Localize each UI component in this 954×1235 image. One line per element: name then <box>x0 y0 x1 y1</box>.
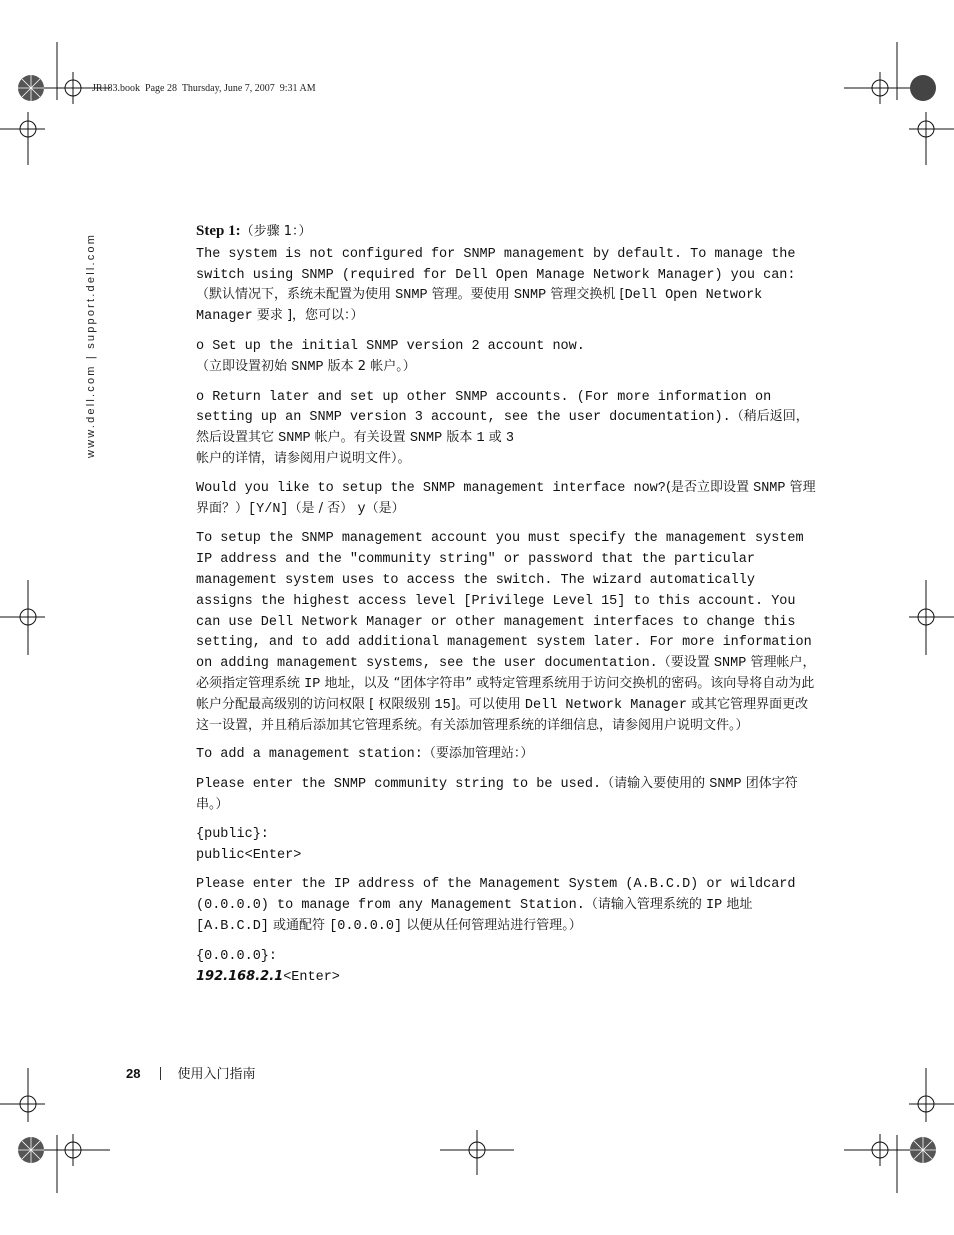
para-cn: 要求 ]，您可以：） <box>252 308 364 324</box>
inline-code: SNMP <box>291 359 324 375</box>
starburst-target-icon <box>18 1137 44 1163</box>
paragraph-setup-prompt <box>196 478 818 520</box>
inline-code: [0.0.0.0] <box>329 918 403 934</box>
sidebar-website-url: www.dell.com | support.dell.com <box>85 232 97 458</box>
starburst-target-icon <box>910 75 936 101</box>
para-en: To setup the SNMP management account you must specify the management system IP address and the "community string" or password that the particular management system uses to access the switch. The wizard automatically assigns the highest access level [Privilege Level 15] to this account. You can use Dell Network Manager or other management interfaces to change this setting, and to add additional management system later. For more information on adding management systems, see the user documentation. <box>196 531 812 672</box>
para-cn: （稍后返回，然后设置其它 <box>196 409 809 446</box>
footer-divider <box>160 1067 161 1080</box>
paragraph-ip-prompt <box>196 874 818 936</box>
para-en: Please enter the SNMP community string to be used. <box>196 777 602 793</box>
paragraph-option-setup-now <box>196 336 818 378</box>
para-en: Would you like to setup the SNMP management interface now? <box>196 480 666 496</box>
para-en: o Return later and set up other SNMP accounts. (For more information on setting up an SNMP version 3 account, see the user documentation). <box>196 389 772 426</box>
para-cn: （请输入要使用的 <box>601 776 710 792</box>
para-cn: 团体字符串。） <box>196 776 798 812</box>
para-cn: 地址，以及 “团体字符串” 或特定管理系统用于访问交换机的密码。该向导将自动为此帐户分配最高级别的访问权限 [ 权限级别 <box>196 675 815 712</box>
para-cn: （是） <box>365 500 405 516</box>
inline-code: SNMP <box>709 777 742 793</box>
paragraph-default-config <box>196 244 818 327</box>
code-line: {public}: <box>196 826 269 842</box>
para-cn: （请输入管理系统的 <box>584 897 707 913</box>
para-cn: 版本 2 帐户。） <box>323 358 416 374</box>
code-line: public<Enter> <box>196 847 302 863</box>
para-en: Please enter the IP address of the Management System (A.B.C.D) or wildcard (0.0.0.0) to manage from any Management Station. <box>196 877 796 914</box>
inline-code: Dell Open Network Manager <box>196 288 763 325</box>
para-cn: 或 <box>484 430 506 446</box>
ip-value: 192.168.2.1 <box>196 968 284 984</box>
code-line: {0.0.0.0}: <box>196 948 278 964</box>
page-footer <box>126 1063 255 1082</box>
step-heading <box>196 222 818 242</box>
starburst-target-icon <box>910 1137 936 1163</box>
inline-code: SNMP <box>409 431 443 447</box>
para-cn: （默认情况下，系统未配置为使用 <box>196 287 396 303</box>
inline-code: SNMP <box>753 480 786 496</box>
para-cn: （是 / 否） <box>288 500 354 516</box>
para-cn: 或通配符 <box>268 917 330 933</box>
para-cn: 版本 <box>442 430 477 446</box>
para-en: o Set up the initial SNMP version 2 account now. <box>196 338 585 354</box>
inline-code: y <box>357 501 366 517</box>
step-label: Step 1: <box>196 223 241 239</box>
inline-code: SNMP <box>513 288 547 304</box>
para-cn: 以便从任何管理站进行管理。） <box>402 917 582 933</box>
inline-code: 1 <box>476 431 485 447</box>
print-header-stamp: JR183.book Page 28 Thursday, June 7, 2007 9:31 AM <box>92 83 316 94</box>
code-line: <Enter> <box>283 969 340 985</box>
para-cn: 地址 <box>722 897 753 913</box>
para-cn: （要设置 <box>657 655 714 671</box>
inline-code: Dell Network Manager <box>524 697 687 713</box>
paragraph-management-account <box>196 528 818 735</box>
inline-code: SNMP <box>713 656 747 672</box>
paragraph-add-station <box>196 744 818 765</box>
inline-code: 15 <box>434 697 451 713</box>
step-label-cn: （步骤 1：） <box>240 224 312 239</box>
page-body <box>196 222 818 996</box>
para-cn: 或其它管理界面更改这一设置，并且稍后添加其它管理系统。有关添加管理系统的详细信息，请参阅用户说明文件。） <box>196 696 809 733</box>
para-cn: ]。可以使用 <box>450 696 525 712</box>
para-cn: 帐户的详情，请参阅用户说明文件）。 <box>196 450 411 466</box>
para-cn: 管理交换机 [ <box>546 287 625 303</box>
inline-code: IP <box>304 676 321 692</box>
inline-code: IP <box>706 898 723 914</box>
para-cn: 管理帐户，必须指定管理系统 <box>196 655 816 691</box>
para-en: The system is not configured for SNMP management by default. To manage the switch using SNMP (required for Dell Open Manage Network Manager) you can: <box>196 246 796 283</box>
starburst-target-icon <box>18 75 44 101</box>
para-en: To add a management station: <box>196 747 423 763</box>
inline-code: [Y/N] <box>248 501 289 517</box>
para-cn: 管理。要使用 <box>427 287 514 303</box>
page-number: 28 <box>126 1066 141 1081</box>
inline-code: SNMP <box>278 431 311 447</box>
inline-code: SNMP <box>395 288 428 304</box>
inline-code: [A.B.C.D] <box>196 918 269 934</box>
footer-section-title: 使用入门指南 <box>177 1067 256 1082</box>
para-cn: (是否立即设置 <box>665 479 754 495</box>
para-cn: 管理界面？） <box>196 479 816 516</box>
inline-code: 3 <box>505 431 514 447</box>
code-block-community <box>196 824 818 866</box>
paragraph-option-return-later <box>196 387 818 469</box>
code-block-ip <box>196 946 818 988</box>
para-cn: （要添加管理站：） <box>422 746 534 762</box>
para-cn: （立即设置初始 <box>196 358 292 374</box>
paragraph-community-prompt <box>196 774 818 815</box>
para-cn: 帐户。有关设置 <box>310 430 410 446</box>
